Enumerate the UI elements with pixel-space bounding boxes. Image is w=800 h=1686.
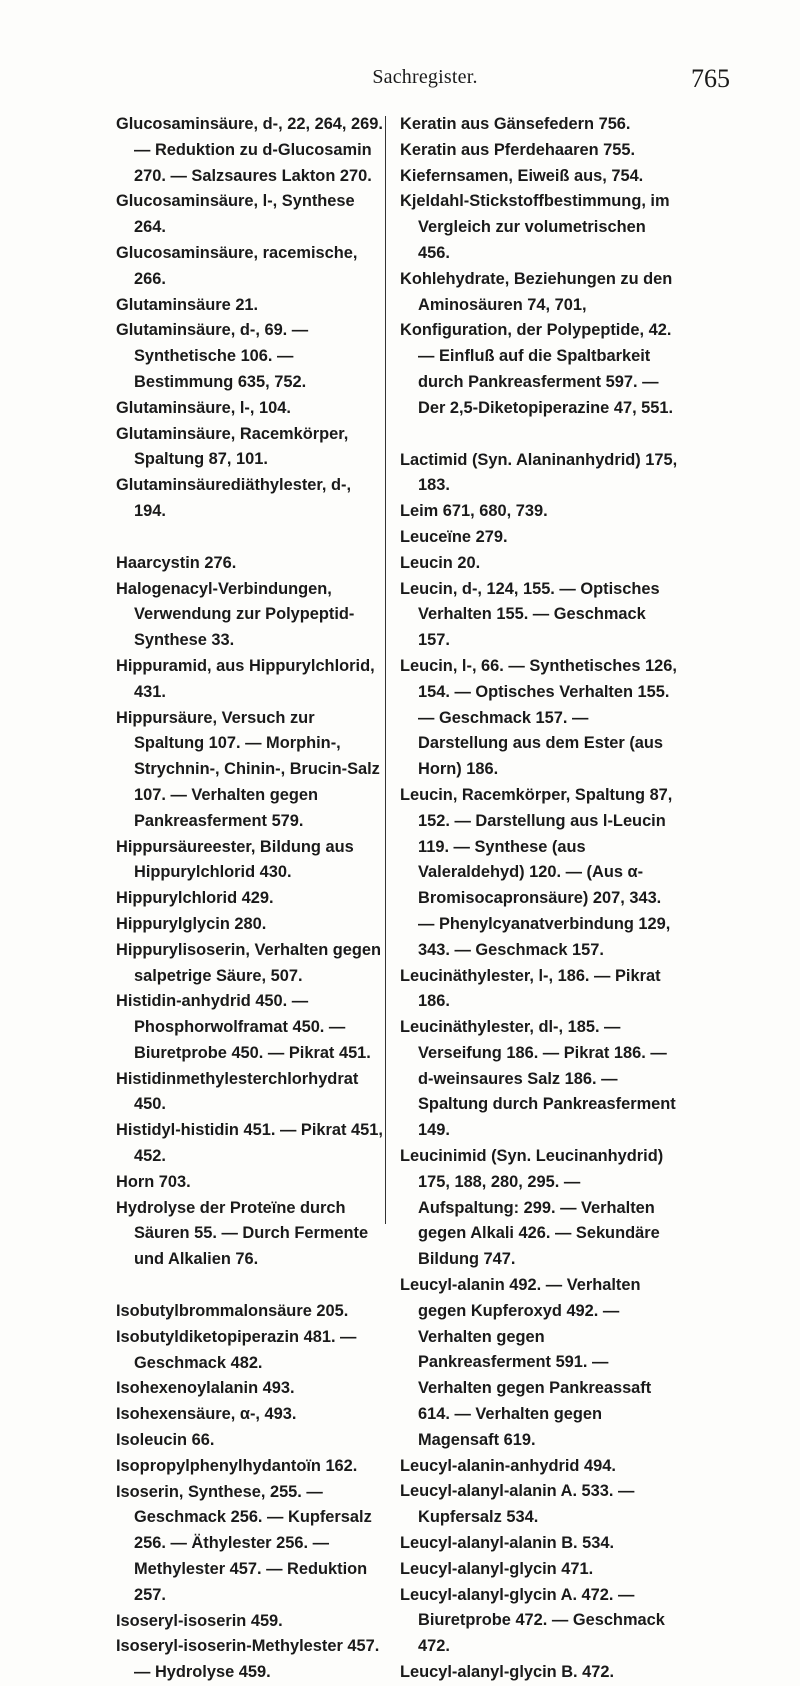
index-entry: Glutaminsäure, l-, 104. <box>116 398 291 417</box>
index-entry: Leucyl-alanyl-glycin A. 472. — Biuretprobe 472. — Geschmack 472. <box>400 1585 665 1656</box>
index-column-right <box>400 112 682 1686</box>
index-entry: Kohlehydrate, Beziehungen zu den Aminosäuren 74, 701, <box>400 269 673 314</box>
index-entry: Glutaminsäure 21. <box>116 295 259 314</box>
index-entry: Leucyl-alanyl-alanin B. 534. <box>400 1534 615 1553</box>
index-entry: Haarcystin 276. <box>116 553 237 572</box>
section-gap <box>116 1273 386 1299</box>
index-entry: Leucinäthylester, dl-, 185. — Verseifung 186. — Pikrat 186. — d-weinsaures Salz 186. — Spaltung durch Pankreasferment 149. <box>400 1018 676 1140</box>
index-entry: Isobutylbrommalonsäure 205. <box>116 1302 349 1321</box>
index-entry: Isohexensäure, α-, 493. <box>116 1405 297 1424</box>
index-entry: Leuceïne 279. <box>400 527 508 546</box>
index-entry: Histidin-anhydrid 450. — Phosphorwolframat 450. — Biuretprobe 450. — Pikrat 451. <box>116 992 371 1062</box>
index-entry: Histidyl-histidin 451. — Pikrat 451, 452. <box>116 1121 383 1166</box>
column-divider <box>385 116 386 1224</box>
index-entry: Glutaminsäure, Racemkörper, Spaltung 87, 101. <box>116 424 349 469</box>
index-entry: Isoleucin 66. <box>116 1431 215 1450</box>
index-entry: Leucyl-alanyl-glycin B. 472. <box>400 1663 615 1682</box>
index-entry: Glucosaminsäure, d-, 22, 264, 269. — Reduktion zu d-Glucosamin 270. — Salzsaures Lakton 270. <box>116 115 383 185</box>
index-entry: Leucin 20. <box>400 553 481 572</box>
index-entry: Leucin, d-, 124, 155. — Optisches Verhalten 155. — Geschmack 157. <box>400 579 660 650</box>
index-column-left <box>116 112 386 1686</box>
index-entry: Isopropylphenylhydantoïn 162. <box>116 1456 358 1475</box>
index-entry: Leucin, Racemkörper, Spaltung 87, 152. — Darstellung aus l-Leucin 119. — Synthese (aus Valeraldehyd) 120. — (Aus α-Bromisocapronsäure) 207, 343. — Phenylcyanatverbindung 129, 343. — Geschmack 157. <box>400 785 673 959</box>
index-entry: Isoseryl-isoserin 459. <box>116 1611 283 1630</box>
index-entry: Hippursäure, Versuch zur Spaltung 107. — Morphin-, Strychnin-, Chinin-, Brucin-Salz 107. — Verhalten gegen Pankreasferment 579. <box>116 708 380 830</box>
index-entry: Horn 703. <box>116 1172 191 1191</box>
page-header <box>120 64 730 104</box>
index-entry: Isobutyldiketopiperazin 481. — Geschmack 482. <box>116 1327 357 1372</box>
index-entry: Hippurylchlorid 429. <box>116 889 274 908</box>
index-entry: Leucyl-alanin-anhydrid 494. <box>400 1456 616 1475</box>
index-entry: Keratin aus Gänsefedern 756. <box>400 115 631 133</box>
index-entry: Leucyl-alanyl-glycin 471. <box>400 1559 594 1578</box>
index-entry: Hippurylglycin 280. <box>116 914 267 933</box>
index-entry: Keratin aus Pferdehaaren 755. <box>400 140 636 159</box>
index-entry: Glucosaminsäure, l-, Synthese 264. <box>116 192 355 237</box>
index-entry: Leucin, l-, 66. — Synthetisches 126, 154. — Optisches Verhalten 155. — Geschmack 157. — Darstellung aus dem Ester (aus Horn) 186. <box>400 656 677 779</box>
index-entry: Isohexenoylalanin 493. <box>116 1379 295 1398</box>
index-entry: Glutaminsäurediäthylester, d-, 194. <box>116 476 351 520</box>
page-number: 765 <box>691 64 730 93</box>
index-entry: Kiefernsamen, Eiweiß aus, 754. <box>400 166 644 185</box>
index-entry: Leucinimid (Syn. Leucinanhydrid) 175, 188, 280, 295. — Aufspaltung: 299. — Verhalten gegen Alkali 426. — Sekundäre Bildung 747. <box>400 1147 664 1269</box>
index-entry: Hippuramid, aus Hippurylchlorid, 431. <box>116 656 375 701</box>
index-entry: Leucinäthylester, l-, 186. — Pikrat 186. <box>400 966 661 1011</box>
index-entry: Isoserin, Synthese, 255. — Geschmack 256. — Kupfersalz 256. — Äthylester 256. — Methylester 457. — Reduktion 257. <box>116 1482 372 1604</box>
index-entry: Hydrolyse der Proteïne durch Säuren 55. — Durch Fermente und Alkalien 76. <box>116 1198 369 1269</box>
index-entry: Konfiguration, der Polypeptide, 42. — Einfluß auf die Spaltbarkeit durch Pankreasferment 597. — Der 2,5-Diketopiperazine 47, 551. <box>400 321 674 417</box>
index-entry: Glutaminsäure, d-, 69. — Synthetische 106. — Bestimmung 635, 752. <box>116 321 309 391</box>
section-gap <box>116 525 386 551</box>
index-entry: Halogenacyl-Verbindungen, Verwendung zur Polypeptid-Synthese 33. <box>116 579 355 650</box>
index-entry: Leucyl-alanyl-alanin A. 533. — Kupfersalz 534. <box>400 1482 635 1527</box>
index-entry: Hippurylisoserin, Verhalten gegen salpetrige Säure, 507. <box>116 940 382 985</box>
running-title: Sachregister. <box>372 66 478 88</box>
index-entry: Leim 671, 680, 739. <box>400 502 548 521</box>
index-entry: Hippursäureester, Bildung aus Hippurylchlorid 430. <box>116 837 354 882</box>
index-entry: Kjeldahl-Stickstoffbestimmung, im Vergleich zur volumetrischen 456. <box>400 192 670 262</box>
index-entry: Histidinmethylesterchlorhydrat 450. <box>116 1069 359 1114</box>
index-entry: Leucyl-alanin 492. — Verhalten gegen Kupferoxyd 492. — Verhalten gegen Pankreasferment 591. — Verhalten gegen Pankreassaft 614. — Verhalten gegen Magensaft 619. <box>400 1276 652 1449</box>
section-gap <box>400 422 682 448</box>
index-entry: Glucosaminsäure, racemische, 266. <box>116 243 358 288</box>
index-entry: Isoseryl-isoserin-Methylester 457. — Hydrolyse 459. <box>116 1637 380 1682</box>
index-entry: Lactimid (Syn. Alaninanhydrid) 175, 183. <box>400 450 678 495</box>
